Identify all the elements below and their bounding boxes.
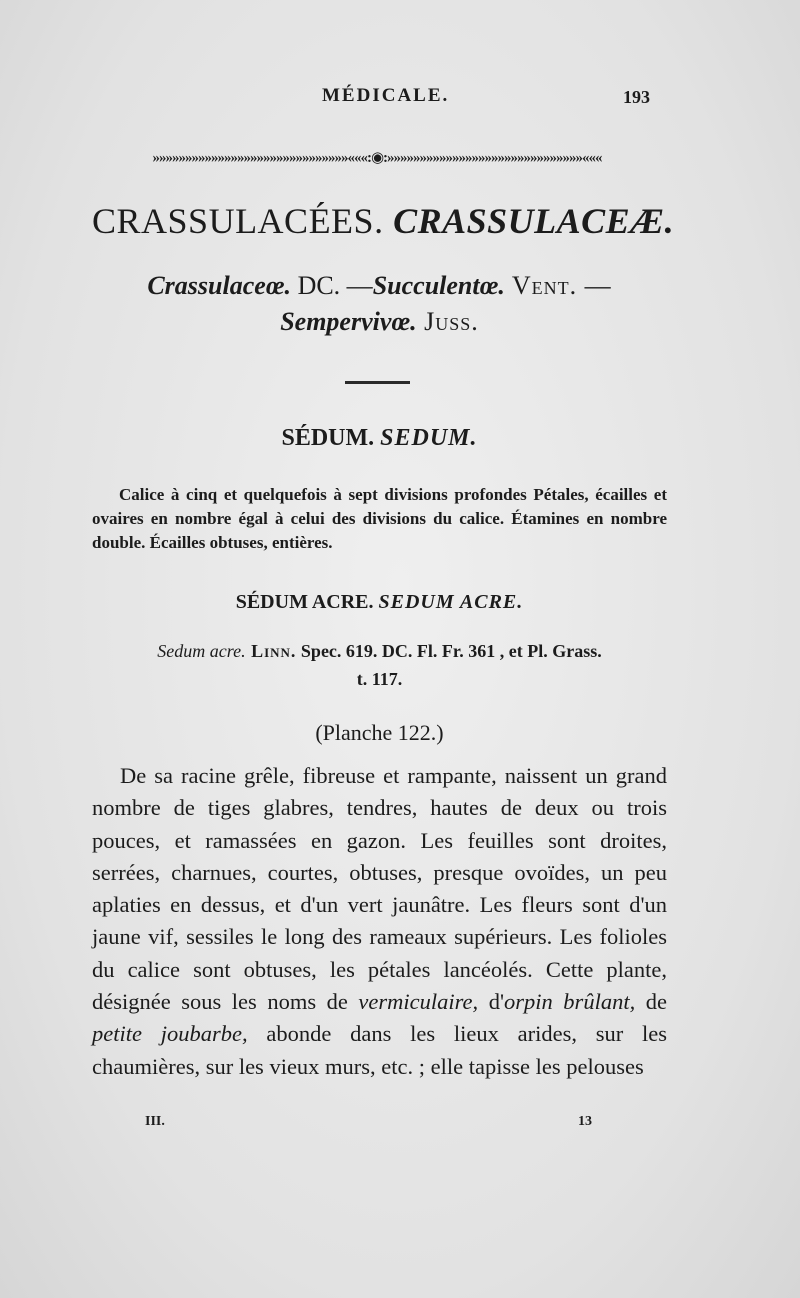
citation-line-1	[92, 637, 667, 665]
family-title-italic: CRASSULACEÆ.	[393, 201, 675, 241]
ornament-rule: »»»»»»»»»»»»»»»»»»»»»»»»»»»»»»«««:◉:»»»»»»»»»»»»»»»»»»»»»»»»»»»»»»«««	[152, 150, 602, 166]
synonym-succulentae: Succulentœ.	[372, 271, 505, 300]
citation-references: Spec. 619. DC. Fl. Fr. 361 , et Pl. Grass.	[296, 641, 602, 661]
page-footer	[0, 1114, 800, 1134]
body-term-vermiculaire: vermiculaire,	[358, 989, 479, 1015]
species-title-italic: SEDUM ACRE.	[378, 591, 524, 613]
body-text-3: de	[635, 989, 667, 1015]
page-number: 193	[623, 87, 650, 107]
running-title: MÉDICALE.	[322, 85, 450, 106]
synonyms-line-1	[92, 268, 667, 304]
family-synonyms	[92, 268, 667, 340]
citation-binomial: Sedum acre.	[157, 641, 246, 661]
plate-reference: (Planche 122.)	[315, 720, 444, 745]
synonym-author-juss: Juss.	[416, 307, 479, 336]
family-title-roman: CRASSULACÉES.	[92, 201, 384, 241]
synonym-author-dc: DC. —	[291, 271, 373, 300]
section-divider	[345, 381, 410, 384]
genus-title-italic: SEDUM.	[380, 425, 478, 451]
species-title-roman: SÉDUM ACRE.	[235, 591, 374, 613]
species-title	[92, 591, 667, 614]
body-text-1: De sa racine grêle, fibreuse et rampante, naissent un grand nombre de tiges glabres, tendres, hautes de deux ou trois pouces, et ramassées en gazon. Les feuilles sont droites, serrées, charnues, courtes, obtuses, presque ovoïdes, un peu aplaties en dessus, et d'un vert jaunâtre. Les fleurs sont d'un jaune vif, sessiles le long des rameaux supérieurs. Les folioles du calice sont obtuses, les pétales lancéolés. Cette plante, désignée sous les noms de	[92, 763, 667, 1015]
synonym-sempervivae: Sempervivœ.	[280, 307, 417, 336]
synonyms-line-2	[92, 304, 667, 340]
body-paragraph	[92, 760, 667, 1083]
family-title	[92, 200, 675, 242]
genus-description: Calice à cinq et quelquefois à sept divisions profondes Pétales, écailles et ovaires en nombre égal à celui des divisions du calice. Étamines en nombre double. Écailles obtuses, entières.	[92, 485, 667, 552]
body-text-2: d'	[478, 989, 505, 1015]
citation-line-2: t. 117.	[356, 669, 403, 689]
body-text-4: abonde dans les lieux arides, sur les chaumières, sur les vieux murs, etc. ; elle tapisse les pelouses	[92, 1021, 667, 1079]
synonym-author-vent: Vent. —	[504, 271, 612, 300]
body-term-joubarbe: petite joubarbe,	[92, 1021, 248, 1047]
page-header	[0, 85, 800, 115]
genus-title-roman: SÉDUM.	[281, 425, 375, 451]
volume-mark: III.	[145, 1114, 165, 1129]
citation-author: Linn.	[245, 641, 297, 661]
genus-title	[92, 425, 667, 452]
body-term-orpin: orpin brûlant,	[504, 989, 636, 1015]
synonym-crassulaceae: Crassulaceœ.	[147, 271, 292, 300]
species-citation	[92, 637, 667, 693]
signature-mark: 13	[578, 1114, 592, 1129]
